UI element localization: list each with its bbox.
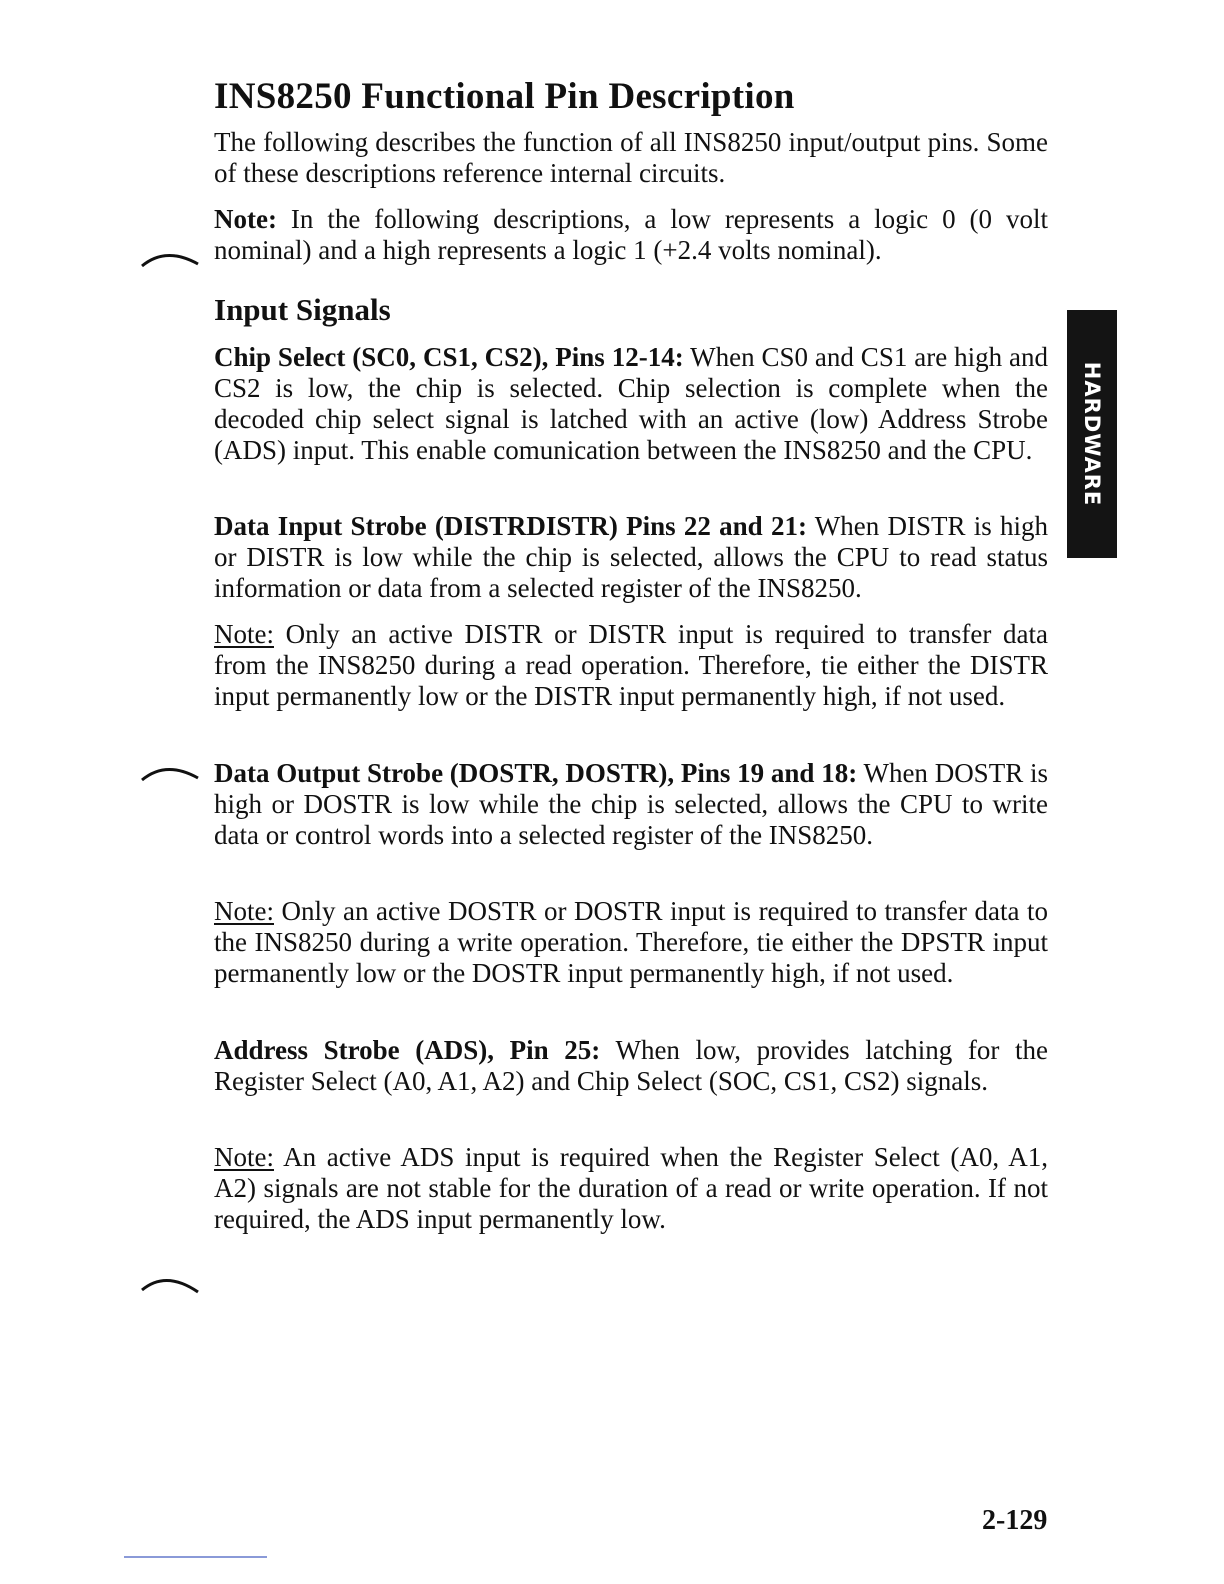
- section-heading: Input Signals: [214, 292, 391, 327]
- intro-paragraph: The following describes the function of all INS8250 input/output pins. Some of these descriptions reference internal circuits.: [214, 127, 1048, 188]
- data-output-strobe-label: Data Output Strobe (DOSTR, DOSTR), Pins 19 and 18:: [214, 758, 858, 788]
- chip-select-text: When CS0 and CS1 are high and CS2 is low, the chip is selected. Chip selection is complete when the decoded chip select signal is latched with an active (low) Address Strobe (ADS) input. This enable comunication between the INS8250 and the CPU.: [214, 342, 1048, 465]
- note-label: Note:: [214, 1142, 274, 1172]
- address-strobe-description: [214, 1035, 1048, 1097]
- data-output-strobe-text: When DOSTR is high or DOSTR is low while the chip is selected, allows the CPU to write data or control words into a selected register of the INS8250.: [214, 758, 1048, 850]
- note-ads: [214, 1142, 1048, 1235]
- note-label: Note:: [214, 204, 277, 234]
- note-text: Only an active DOSTR or DOSTR input is required to transfer data to the INS8250 during a write operation. Therefore, tie either the DPSTR input permanently low or the DOSTR input permanently high, if not used.: [214, 896, 1048, 988]
- note-logic-levels: [214, 204, 1048, 266]
- note-text: In the following descriptions, a low represents a logic 0 (0 volt nominal) and a high represents a logic 1 (+2.4 volts nominal).: [214, 204, 1048, 265]
- note-label: Note:: [214, 619, 274, 649]
- chip-select-label: Chip Select (SC0, CS1, CS2), Pins 12-14:: [214, 342, 684, 372]
- data-output-strobe-description: [214, 758, 1048, 851]
- data-input-strobe-label: Data Input Strobe (DISTRDISTR) Pins 22 and 21:: [214, 511, 807, 541]
- page-title: INS8250 Functional Pin Description: [214, 76, 795, 117]
- bottom-rule: [124, 1556, 267, 1558]
- page-number: 2-129: [982, 1505, 1048, 1536]
- address-strobe-text: When low, provides latching for the Register Select (A0, A1, A2) and Chip Select (SOC, CS1, CS2) signals.: [214, 1035, 1049, 1096]
- note-text: An active ADS input is required when the Register Select (A0, A1, A2) signals are not stable for the duration of a read or write operation. If not required, the ADS input permanently low.: [214, 1142, 1048, 1234]
- binder-hole-mark-icon: [138, 758, 204, 784]
- binder-hole-mark-icon: [138, 244, 204, 270]
- data-input-strobe-description: [214, 511, 1048, 604]
- side-tab-label: HARDWARE: [1080, 361, 1105, 507]
- note-label: Note:: [214, 896, 274, 926]
- binder-hole-mark-icon: [138, 1268, 204, 1298]
- note-text: Only an active DISTR or DISTR input is required to transfer data from the INS8250 during a read operation. Therefore, tie either the DISTR input permanently low or the DISTR input permanently high, if not used.: [214, 619, 1048, 711]
- chip-select-description: [214, 342, 1048, 466]
- note-dostr: [214, 896, 1048, 989]
- address-strobe-label: Address Strobe (ADS), Pin 25:: [214, 1035, 601, 1065]
- data-input-strobe-text: When DISTR is high or DISTR is low while the chip is selected, allows the CPU to read status information or data from a selected register of the INS8250.: [214, 511, 1048, 603]
- side-tab: [1067, 310, 1117, 558]
- note-distr: [214, 619, 1048, 712]
